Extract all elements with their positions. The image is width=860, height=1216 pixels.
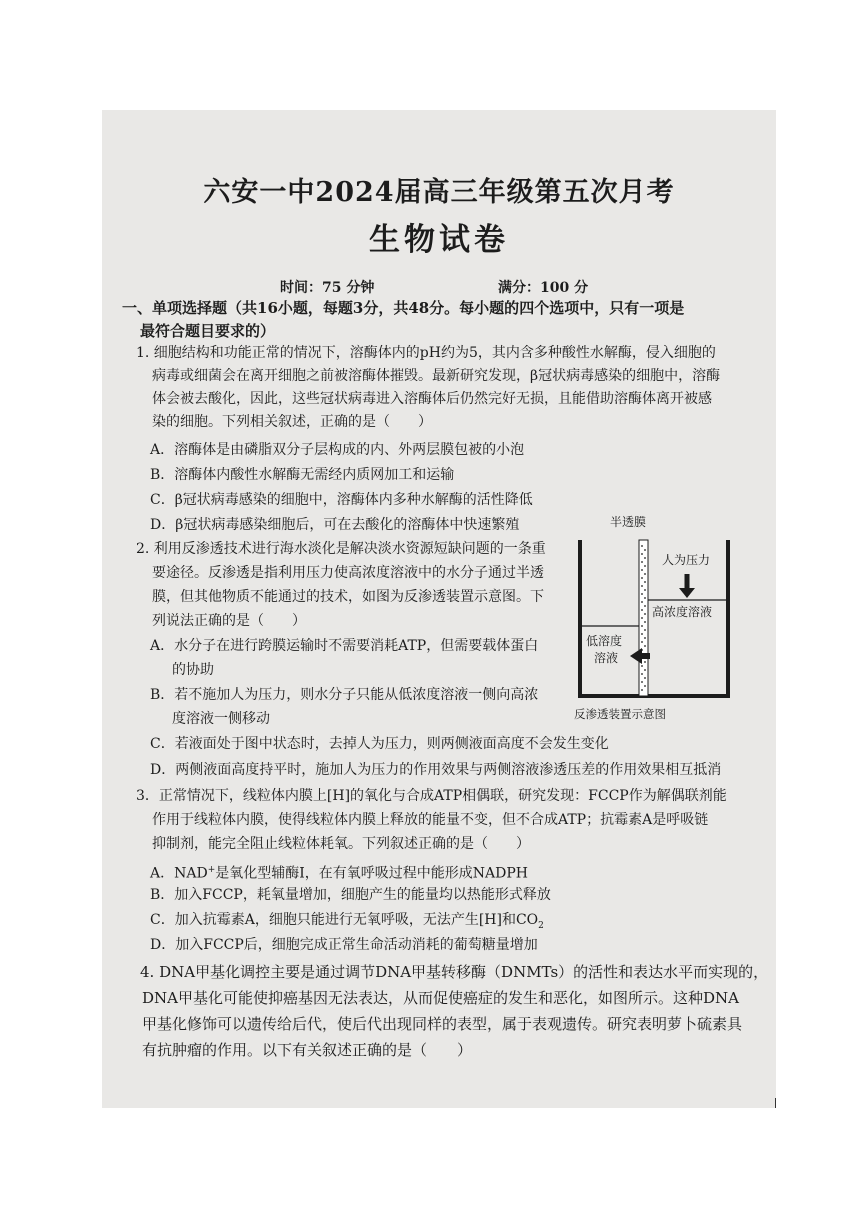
section-heading xyxy=(122,297,762,343)
q3-option-c-text: C．加入抗霉素A，细胞只能进行无氧呼吸，无法产生[H]和CO xyxy=(150,912,539,928)
exam-paper xyxy=(102,110,776,1108)
q1-option-b: B．溶酶体内酸性水解酶无需经内质网加工和运输 xyxy=(150,467,455,483)
label-low-concentration-line2: 溶液 xyxy=(594,651,619,665)
semipermeable-membrane xyxy=(639,540,648,696)
q3-stem-line1: 3．正常情况下，线粒体内膜上[H]的氧化与合成ATP相偶联，研究发现：FCCP作为解偶联剂能 xyxy=(136,788,727,804)
q3-option-c xyxy=(150,909,544,937)
section-heading-line2: 最符合题目要求的） xyxy=(140,322,276,340)
label-pressure: 人为压力 xyxy=(662,553,711,567)
water-flow-arrow-head xyxy=(630,648,642,664)
q3-stem-line2: 作用于线粒体内膜，使得线粒体内膜上释放的能量不变，但不合成ATP；抗霉素A是呼吸链 xyxy=(152,812,709,828)
q1-option-a: A．溶酶体是由磷脂双分子层构成的内、外两层膜包被的小泡 xyxy=(150,442,525,458)
q3-option-a xyxy=(150,859,528,885)
q1-option-d: D．β冠状病毒感染细胞后，可在去酸化的溶酶体中快速繁殖 xyxy=(150,517,520,533)
q1-stem-line2: 病毒或细菌会在离开细胞之前被溶酶体摧毁。最新研究发现，β冠状病毒感染的细胞中，溶酶 xyxy=(152,368,721,384)
section-heading-line1: 一、单项选择题（共16小题，每题3分，共48分。每小题的四个选项中，只有一项是 xyxy=(122,299,685,317)
q4-stem-line1: 4. DNA甲基化调控主要是通过调节DNA甲基转移酶（DNMTs）的活性和表达水平而实现的， xyxy=(140,963,769,981)
edge-mark xyxy=(775,1098,776,1108)
q3-option-a-superscript: + xyxy=(207,865,216,875)
label-low-concentration-line1: 低溶度 xyxy=(586,634,623,648)
q3-option-d: D．加入FCCP后，细胞完成正常生命活动消耗的葡萄糖量增加 xyxy=(150,937,538,953)
exam-title: 六安一中2024届高三年级第五次月考 xyxy=(203,177,675,208)
q2-stem-line1: 2. 利用反渗透技术进行海水淡化是解决淡水资源短缺问题的一条重 xyxy=(136,541,546,557)
q2-option-b-line1: B．若不施加人为压力，则水分子只能从低浓度溶液一侧向高浓 xyxy=(150,687,539,703)
q3-option-b: B．加入FCCP，耗氧量增加，细胞产生的能量均以热能形式释放 xyxy=(150,887,551,903)
q1-stem-line4: 染的细胞。下列相关叙述，正确的是（ ） xyxy=(152,414,432,430)
q2-stem-line2: 要途径。反渗透是指利用压力使高浓度溶液中的水分子通过半透 xyxy=(152,565,544,581)
q4-stem-line3: 甲基化修饰可以遗传给后代，使后代出现同样的表型，属于表观遗传。研究表明萝卜硫素具 xyxy=(142,1015,743,1033)
q2-option-b-line2: 度溶液一侧移动 xyxy=(172,711,270,727)
q2-option-a-line1: A．水分子在进行跨膜运输时不需要消耗ATP，但需要载体蛋白 xyxy=(150,638,539,654)
exam-subject: 生物试卷 xyxy=(369,222,509,258)
diagram-caption: 反渗透装置示意图 xyxy=(574,709,666,721)
q2-option-d: D．两侧液面高度持平时，施加人为压力的作用效果与两侧溶液渗透压差的作用效果相互抵消 xyxy=(150,762,722,778)
pressure-arrow-head xyxy=(679,588,695,598)
reverse-osmosis-diagram xyxy=(572,514,732,724)
q3-option-a-text2: 是氧化型辅酶I，在有氧呼吸过程中能形成NADPH xyxy=(215,865,528,882)
q1-option-c: C．β冠状病毒感染的细胞中，溶酶体内多种水解酶的活性降低 xyxy=(150,492,533,508)
q2-option-a-line2: 的协助 xyxy=(172,662,214,678)
q2-option-c: C．若液面处于图中状态时，去掉人为压力，则两侧液面高度不会发生变化 xyxy=(150,736,609,752)
q1-stem-line1: 1. 细胞结构和功能正常的情况下，溶酶体内的pH约为5，其内含多种酸性水解酶，侵入细胞的 xyxy=(136,345,716,361)
q3-option-a-text1: A．NAD xyxy=(150,865,208,882)
label-membrane: 半透膜 xyxy=(610,515,647,529)
q1-stem-line3: 体会被去酸化，因此，这些冠状病毒进入溶酶体后仍然完好无损，且能借助溶酶体离开被感 xyxy=(152,391,712,407)
q3-option-c-subscript: 2 xyxy=(538,920,544,931)
q3-stem-line3: 抑制剂，能完全阻止线粒体耗氧。下列叙述正确的是（ ） xyxy=(152,836,530,852)
label-high-concentration: 高浓度溶液 xyxy=(652,605,713,619)
q2-stem-line3: 膜，但其他物质不能通过的技术，如图为反渗透装置示意图。下 xyxy=(152,589,544,605)
exam-score: 满分：100 分 xyxy=(498,280,589,296)
q2-stem-line4: 列说法正确的是（ ） xyxy=(152,613,306,629)
q4-stem-line4: 有抗肿瘤的作用。以下有关叙述正确的是（ ） xyxy=(142,1041,473,1059)
exam-time: 时间：75 分钟 xyxy=(280,280,375,296)
q4-stem-line2: DNA甲基化可能使抑癌基因无法表达，从而促使癌症的发生和恶化，如图所示。这种DNA xyxy=(142,989,739,1007)
